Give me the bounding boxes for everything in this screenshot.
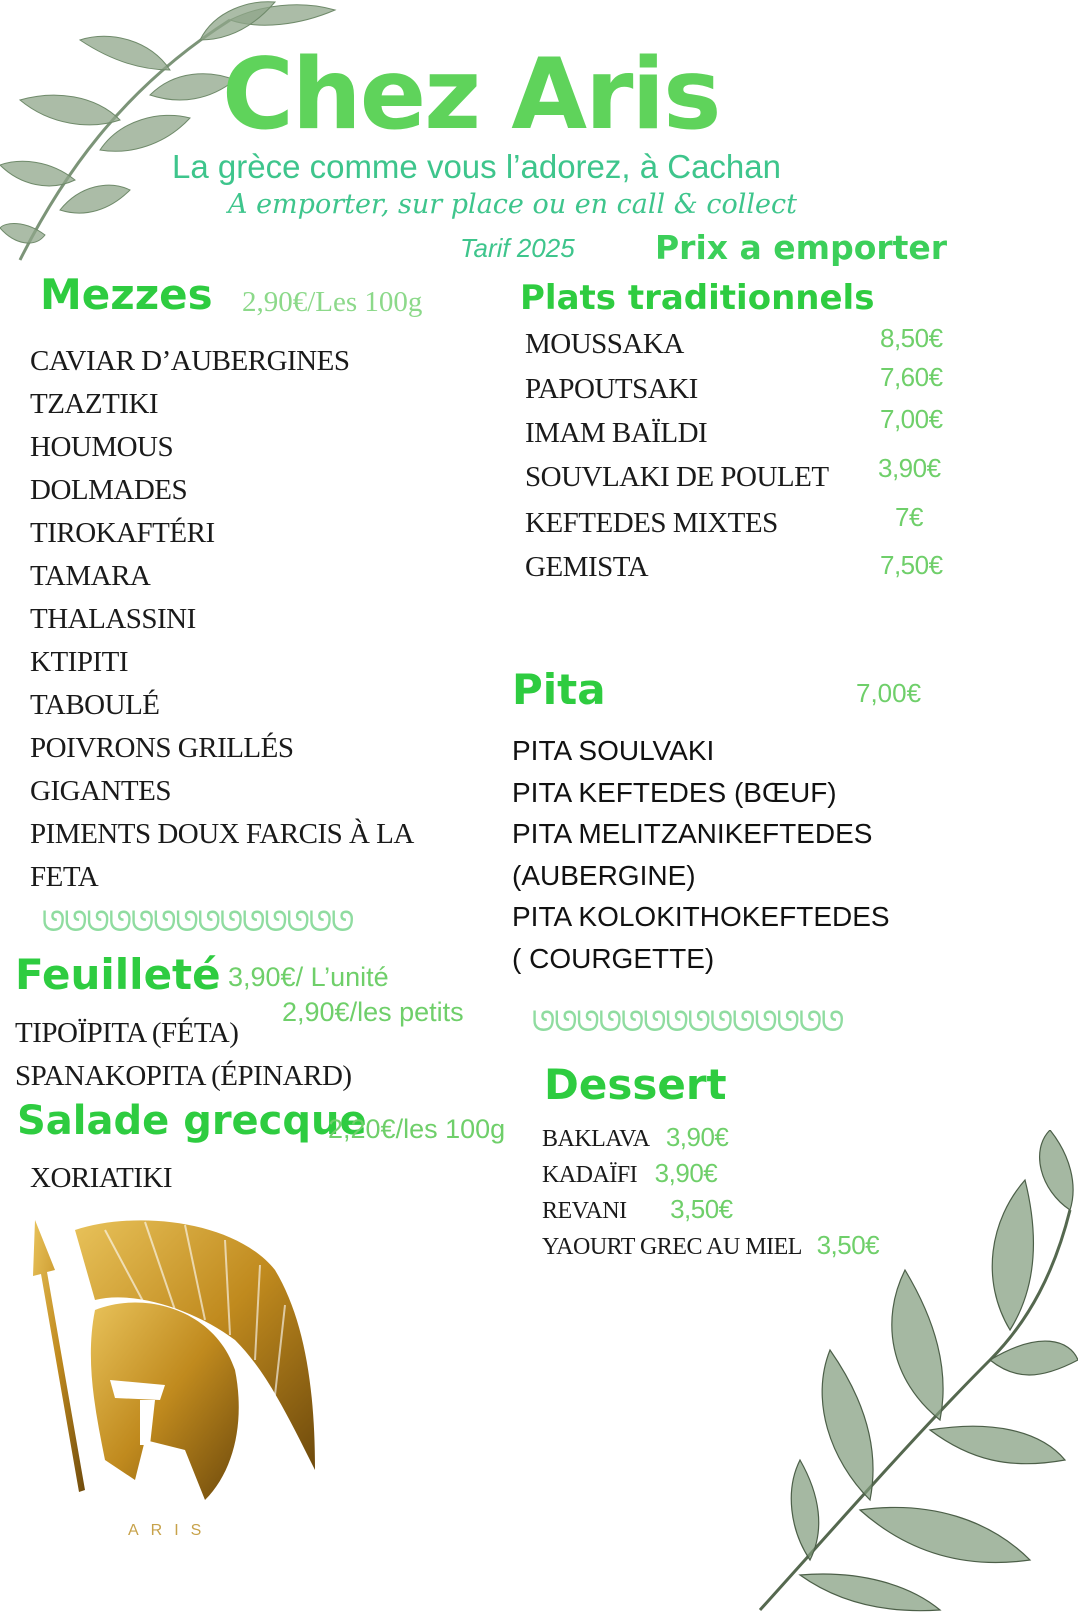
feuillete-price-small: 2,90€/les petits bbox=[282, 997, 464, 1027]
salade-price: 2,20€/les 100g bbox=[328, 1114, 506, 1144]
dish-name: SOUVLAKI DE POULET bbox=[525, 461, 829, 493]
dessert-name: BAKLAVA bbox=[542, 1126, 649, 1152]
list-item: TZAZTIKI bbox=[30, 388, 159, 420]
list-item: PITA SOULVAKI bbox=[512, 735, 715, 766]
mezzes-heading: Mezzes bbox=[40, 270, 213, 319]
mezzes-list bbox=[30, 340, 414, 899]
pita-list bbox=[512, 730, 890, 979]
list-item: TIPOÏPITA (FÉTA) bbox=[15, 1017, 239, 1049]
dish-price: 7,00€ bbox=[880, 404, 943, 434]
plats-list bbox=[525, 323, 955, 590]
list-item: KTIPITI bbox=[30, 646, 128, 678]
spartan-helmet-logo-icon bbox=[15, 1210, 335, 1530]
list-item bbox=[525, 453, 955, 502]
pita-price: 7,00€ bbox=[856, 678, 922, 708]
dessert-name: YAOURT GREC AU MIEL bbox=[542, 1234, 802, 1260]
dish-price: 7,50€ bbox=[880, 550, 943, 580]
list-item: PITA KOLOKITHOKEFTEDES bbox=[512, 901, 890, 932]
dish-name: GEMISTA bbox=[525, 551, 649, 583]
salade-heading: Salade grecque bbox=[17, 1098, 367, 1144]
dessert-price: 3,90€ bbox=[654, 1158, 718, 1188]
tagline: A emporter, sur place ou en call & collect bbox=[228, 189, 797, 220]
dish-name: MOUSSAKA bbox=[525, 328, 684, 360]
dish-name: KEFTEDES MIXTES bbox=[525, 507, 778, 539]
dessert-name: KADAÏFI bbox=[542, 1162, 638, 1188]
list-item: SPANAKOPITA (ÉPINARD) bbox=[15, 1060, 352, 1092]
list-item bbox=[525, 546, 955, 590]
list-item: FETA bbox=[30, 861, 99, 893]
list-item bbox=[525, 404, 955, 456]
dish-name: IMAM BAÏLDI bbox=[525, 417, 708, 449]
dessert-list bbox=[542, 1122, 879, 1266]
mezzes-price: 2,90€/Les 100g bbox=[242, 286, 423, 318]
dessert-price: 3,50€ bbox=[670, 1194, 733, 1224]
prix-emporter-label: Prix a emporter bbox=[655, 228, 948, 267]
dish-price: 3,90€ bbox=[878, 453, 941, 483]
list-item bbox=[525, 502, 955, 546]
list-item: HOUMOUS bbox=[30, 431, 174, 463]
list-item: GIGANTES bbox=[30, 775, 171, 807]
plats-heading: Plats traditionnels bbox=[520, 278, 875, 318]
restaurant-title: Chez Aris bbox=[222, 38, 720, 152]
list-item bbox=[542, 1194, 879, 1230]
dish-price: 7,60€ bbox=[880, 362, 943, 392]
subtitle: La grèce comme vous l’adorez, à Cachan bbox=[172, 148, 781, 185]
pita-heading: Pita bbox=[512, 665, 606, 714]
list-item: CAVIAR D’AUBERGINES bbox=[30, 345, 350, 377]
dessert-price: 3,90€ bbox=[665, 1122, 729, 1152]
list-item: (AUBERGINE) bbox=[512, 859, 696, 891]
list-item: PITA KEFTEDES (BŒUF) bbox=[512, 776, 837, 808]
list-item: PITA MELITZANIKEFTEDES bbox=[512, 818, 873, 849]
feuillete-price-unit: 3,90€/ L’unité bbox=[228, 962, 389, 992]
list-item bbox=[542, 1122, 879, 1158]
greek-key-divider-right: ᘎᘎᘎᘎᘎᘎᘎᘎᘎᘎᘎᘎᘎᘎ bbox=[532, 1005, 844, 1038]
feuillete-list bbox=[15, 1012, 352, 1098]
dessert-heading: Dessert bbox=[544, 1060, 727, 1109]
list-item: XORIATIKI bbox=[30, 1162, 173, 1194]
list-item: ( COURGETTE) bbox=[512, 942, 715, 974]
dish-name: PAPOUTSAKI bbox=[525, 373, 698, 405]
list-item bbox=[542, 1158, 879, 1194]
list-item: PIMENTS DOUX FARCIS À LA bbox=[30, 818, 414, 850]
dessert-price: 3,50€ bbox=[816, 1230, 880, 1260]
list-item: DOLMADES bbox=[30, 474, 188, 506]
list-item: POIVRONS GRILLÉS bbox=[30, 732, 294, 764]
dish-price: 8,50€ bbox=[880, 323, 943, 353]
logo-wordmark: ARIS bbox=[128, 1522, 214, 1539]
list-item: TIROKAFTÉRI bbox=[30, 517, 215, 549]
salade-list bbox=[30, 1157, 172, 1200]
dish-price: 7€ bbox=[895, 502, 923, 532]
tarif-label: Tarif 2025 bbox=[460, 233, 575, 263]
greek-key-divider-left: ᘎᘎᘎᘎᘎᘎᘎᘎᘎᘎᘎᘎᘎᘎ bbox=[42, 905, 354, 938]
dessert-name: REVANI bbox=[542, 1198, 627, 1224]
list-item: TABOULÉ bbox=[30, 689, 160, 721]
feuillete-heading: Feuilleté bbox=[15, 950, 221, 999]
list-item: TAMARA bbox=[30, 560, 151, 592]
list-item: THALASSINI bbox=[30, 603, 196, 635]
list-item bbox=[542, 1230, 879, 1266]
